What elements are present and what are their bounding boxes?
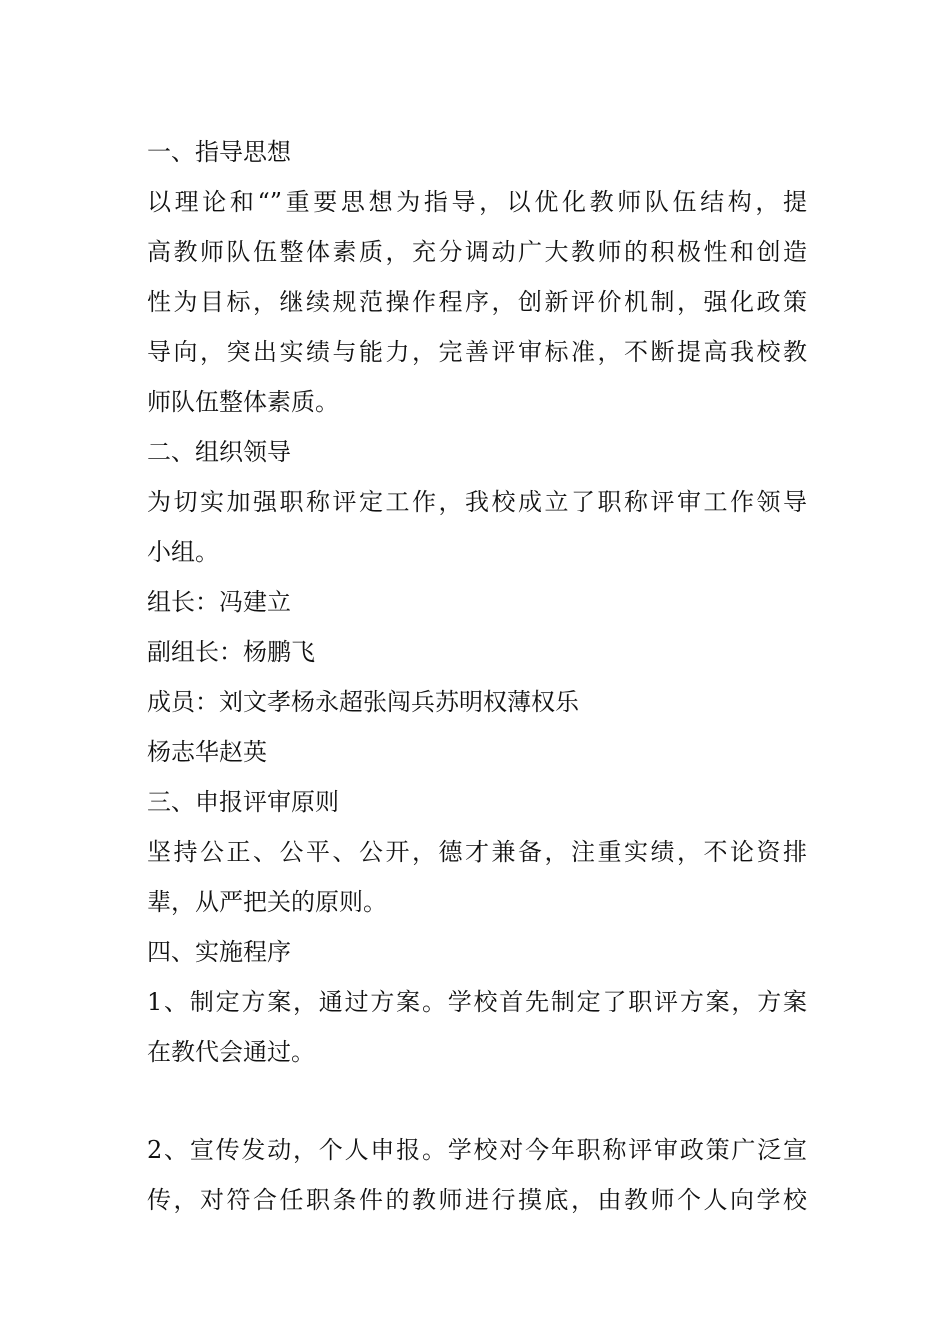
paragraph-line: 为切实加强职称评定工作，我校成立了职称评审工作领导 [147,488,807,516]
paragraph-line: 高教师队伍整体素质，充分调动广大教师的积极性和创造 [147,238,807,266]
paragraph-line: 坚持公正、公平、公开，德才兼备，注重实绩，不论资排 [147,838,807,866]
members-line: 成员：刘文孝杨永超张闯兵苏明权薄权乐 [147,688,579,716]
paragraph-line: 小组。 [147,538,219,566]
heading-guiding-ideology: 一、指导思想 [147,138,291,166]
step-line: 1、制定方案，通过方案。学校首先制定了职评方案，方案 [147,988,807,1016]
group-leader-line: 组长：冯建立 [147,588,291,616]
members-line-continued: 杨志华赵英 [147,738,267,766]
paragraph-line: 师队伍整体素质。 [147,388,339,416]
step-line: 传，对符合任职条件的教师进行摸底，由教师个人向学校 [147,1186,807,1214]
paragraph-line: 以理论和“”重要思想为指导，以优化教师队伍结构，提 [147,188,807,216]
heading-procedure: 四、实施程序 [147,938,291,966]
step-line: 2、宣传发动，个人申报。学校对今年职称评审政策广泛宣 [147,1136,807,1164]
heading-principles: 三、申报评审原则 [147,788,339,816]
paragraph-line: 辈，从严把关的原则。 [147,888,387,916]
heading-organization: 二、组织领导 [147,438,291,466]
paragraph-line: 性为目标，继续规范操作程序，创新评价机制，强化政策 [147,288,807,316]
paragraph-line: 导向，突出实绩与能力，完善评审标准，不断提高我校教 [147,338,807,366]
deputy-leader-line: 副组长：杨鹏飞 [147,638,315,666]
step-line: 在教代会通过。 [147,1038,315,1066]
